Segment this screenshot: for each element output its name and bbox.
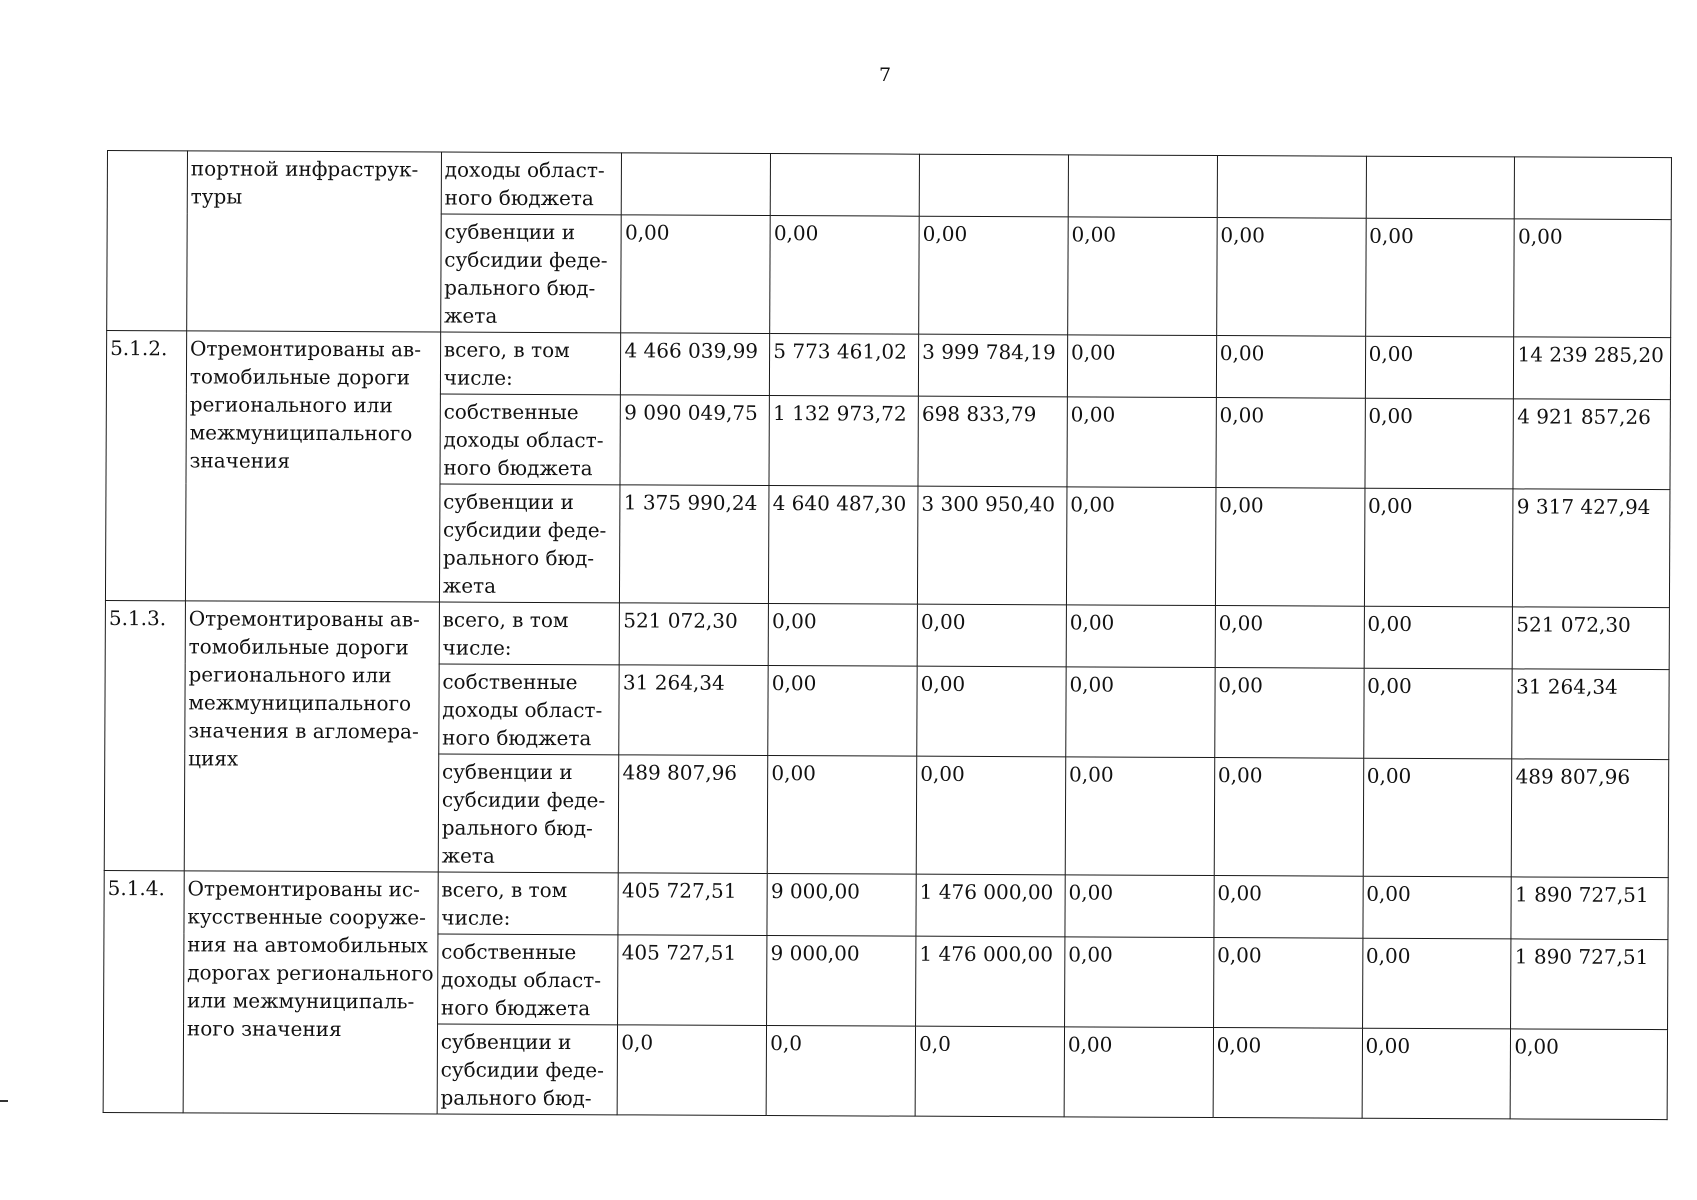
value-cell: 489 807,96 xyxy=(619,755,768,874)
funding-source-label: субвенции и субсидии феде- рального бюд- жета xyxy=(438,754,619,873)
value-cell: 3 999 784,19 xyxy=(918,334,1067,397)
funding-source-label: собственные доходы област- ного бюджета xyxy=(437,934,618,1025)
value-cell: 0,00 xyxy=(1214,876,1363,939)
value-cell xyxy=(1366,156,1515,219)
value-cell: 0,0 xyxy=(915,1026,1064,1117)
funding-source-label: доходы област- ного бюджета xyxy=(441,152,622,215)
value-cell: 0,00 xyxy=(1365,398,1514,489)
funding-source-label: субвенции и субсидии феде- рального бюд- жета xyxy=(440,214,621,333)
value-cell: 0,00 xyxy=(1215,488,1364,607)
value-cell: 4 466 039,99 xyxy=(621,333,770,396)
value-cell: 0,00 xyxy=(1065,875,1214,938)
value-cell: 14 239 285,20 xyxy=(1514,337,1671,400)
table-row xyxy=(106,331,1670,400)
value-cell: 0,00 xyxy=(919,216,1068,335)
page-number: 7 xyxy=(878,64,892,86)
value-cell: 0,00 xyxy=(1068,217,1217,336)
value-cell: 0,00 xyxy=(1365,218,1514,337)
value-cell: 489 807,96 xyxy=(1512,759,1669,878)
value-cell: 5 773 461,02 xyxy=(770,334,919,397)
value-cell: 0,00 xyxy=(1363,668,1512,759)
value-cell: 0,00 xyxy=(1364,606,1513,669)
value-cell xyxy=(622,153,771,216)
value-cell: 0,0 xyxy=(618,1025,767,1116)
funding-source-label: всего, в том числе: xyxy=(438,872,619,935)
value-cell: 0,00 xyxy=(770,216,919,335)
funding-source-label: собственные доходы област- ного бюджета xyxy=(440,394,621,485)
value-cell: 0,00 xyxy=(1511,1029,1668,1120)
value-cell: 0,00 xyxy=(1216,218,1365,337)
table-row xyxy=(107,151,1671,220)
margin-tick xyxy=(0,1100,8,1102)
value-cell: 0,00 xyxy=(1215,668,1364,759)
table-row xyxy=(104,870,1668,939)
value-cell: 1 476 000,00 xyxy=(916,936,1065,1027)
row-code: 5.1.4. xyxy=(103,870,184,1112)
value-cell: 0,00 xyxy=(1066,667,1215,758)
value-cell: 0,00 xyxy=(1363,758,1512,877)
row-code xyxy=(107,151,188,331)
budget-table xyxy=(103,150,1672,1120)
value-cell: 0,00 xyxy=(1064,937,1213,1028)
funding-source-label: всего, в том числе: xyxy=(440,332,621,395)
value-cell: 521 072,30 xyxy=(1513,607,1670,670)
value-cell: 0,00 xyxy=(1362,938,1511,1029)
value-cell xyxy=(770,154,919,217)
value-cell: 0,00 xyxy=(1362,1028,1511,1119)
value-cell xyxy=(1217,156,1366,219)
funding-source-label: собственные доходы област- ного бюджета xyxy=(439,664,620,755)
value-cell: 0,00 xyxy=(1214,758,1363,877)
value-cell: 405 727,51 xyxy=(618,873,767,936)
value-cell: 1 890 727,51 xyxy=(1511,877,1668,940)
value-cell: 0,00 xyxy=(1213,938,1362,1029)
row-code: 5.1.3. xyxy=(104,600,185,870)
value-cell xyxy=(1515,157,1672,220)
value-cell: 0,00 xyxy=(1066,605,1215,668)
funding-source-label: субвенции и субсидии феде- рального бюд- xyxy=(437,1024,618,1115)
value-cell: 9 317 427,94 xyxy=(1513,489,1670,608)
row-code: 5.1.2. xyxy=(105,331,186,601)
value-cell: 0,00 xyxy=(1216,336,1365,399)
value-cell: 4 640 487,30 xyxy=(769,486,918,605)
row-title: Отремонтированы ав- томобильные дороги регионального или межмуниципального значения в агломера- циях xyxy=(184,601,439,872)
funding-source-label: всего, в том числе: xyxy=(439,602,620,665)
value-cell: 0,00 xyxy=(1067,335,1216,398)
value-cell: 9 000,00 xyxy=(767,874,916,937)
value-cell: 0,00 xyxy=(1364,488,1513,607)
row-title: Отремонтированы ав- томобильные дороги регионального или межмуниципального значения xyxy=(185,331,440,602)
value-cell: 0,00 xyxy=(1216,398,1365,489)
value-cell: 3 300 950,40 xyxy=(918,486,1067,605)
value-cell: 0,00 xyxy=(1365,336,1514,399)
value-cell: 4 921 857,26 xyxy=(1513,399,1670,490)
value-cell: 0,00 xyxy=(1066,487,1215,606)
value-cell: 521 072,30 xyxy=(620,603,769,666)
table-row xyxy=(105,600,1669,669)
value-cell: 0,00 xyxy=(1065,757,1214,876)
value-cell: 0,00 xyxy=(917,666,1066,757)
value-cell: 0,00 xyxy=(1067,397,1216,488)
value-cell: 0,00 xyxy=(621,215,770,334)
value-cell: 31 264,34 xyxy=(1512,669,1669,760)
value-cell: 9 090 049,75 xyxy=(620,395,769,486)
value-cell: 0,00 xyxy=(917,604,1066,667)
funding-source-label: субвенции и субсидии феде- рального бюд- жета xyxy=(439,484,620,603)
value-cell: 1 476 000,00 xyxy=(916,874,1065,937)
value-cell: 0,00 xyxy=(1514,219,1671,338)
value-cell: 1 375 990,24 xyxy=(620,485,769,604)
value-cell: 1 132 973,72 xyxy=(769,396,918,487)
value-cell: 0,00 xyxy=(916,756,1065,875)
row-title: Отремонтированы ис- кусственные сооруже- ния на автомобильных дорогах регионального или межмуниципаль- ного значения xyxy=(183,871,438,1114)
value-cell: 9 000,00 xyxy=(767,936,916,1027)
value-cell: 405 727,51 xyxy=(618,935,767,1026)
value-cell: 0,0 xyxy=(766,1026,915,1117)
value-cell: 698 833,79 xyxy=(918,396,1067,487)
value-cell: 0,00 xyxy=(768,666,917,757)
value-cell: 0,00 xyxy=(1215,606,1364,669)
value-cell: 0,00 xyxy=(768,604,917,667)
value-cell: 0,00 xyxy=(767,756,916,875)
row-title: портной инфраструк- туры xyxy=(187,151,442,332)
budget-table-container xyxy=(103,150,1672,1120)
value-cell: 1 890 727,51 xyxy=(1511,939,1668,1030)
value-cell: 0,00 xyxy=(1213,1028,1362,1119)
value-cell xyxy=(1068,155,1217,218)
value-cell: 0,00 xyxy=(1064,1027,1213,1118)
value-cell: 0,00 xyxy=(1363,876,1512,939)
value-cell xyxy=(919,154,1068,217)
value-cell: 31 264,34 xyxy=(619,665,768,756)
